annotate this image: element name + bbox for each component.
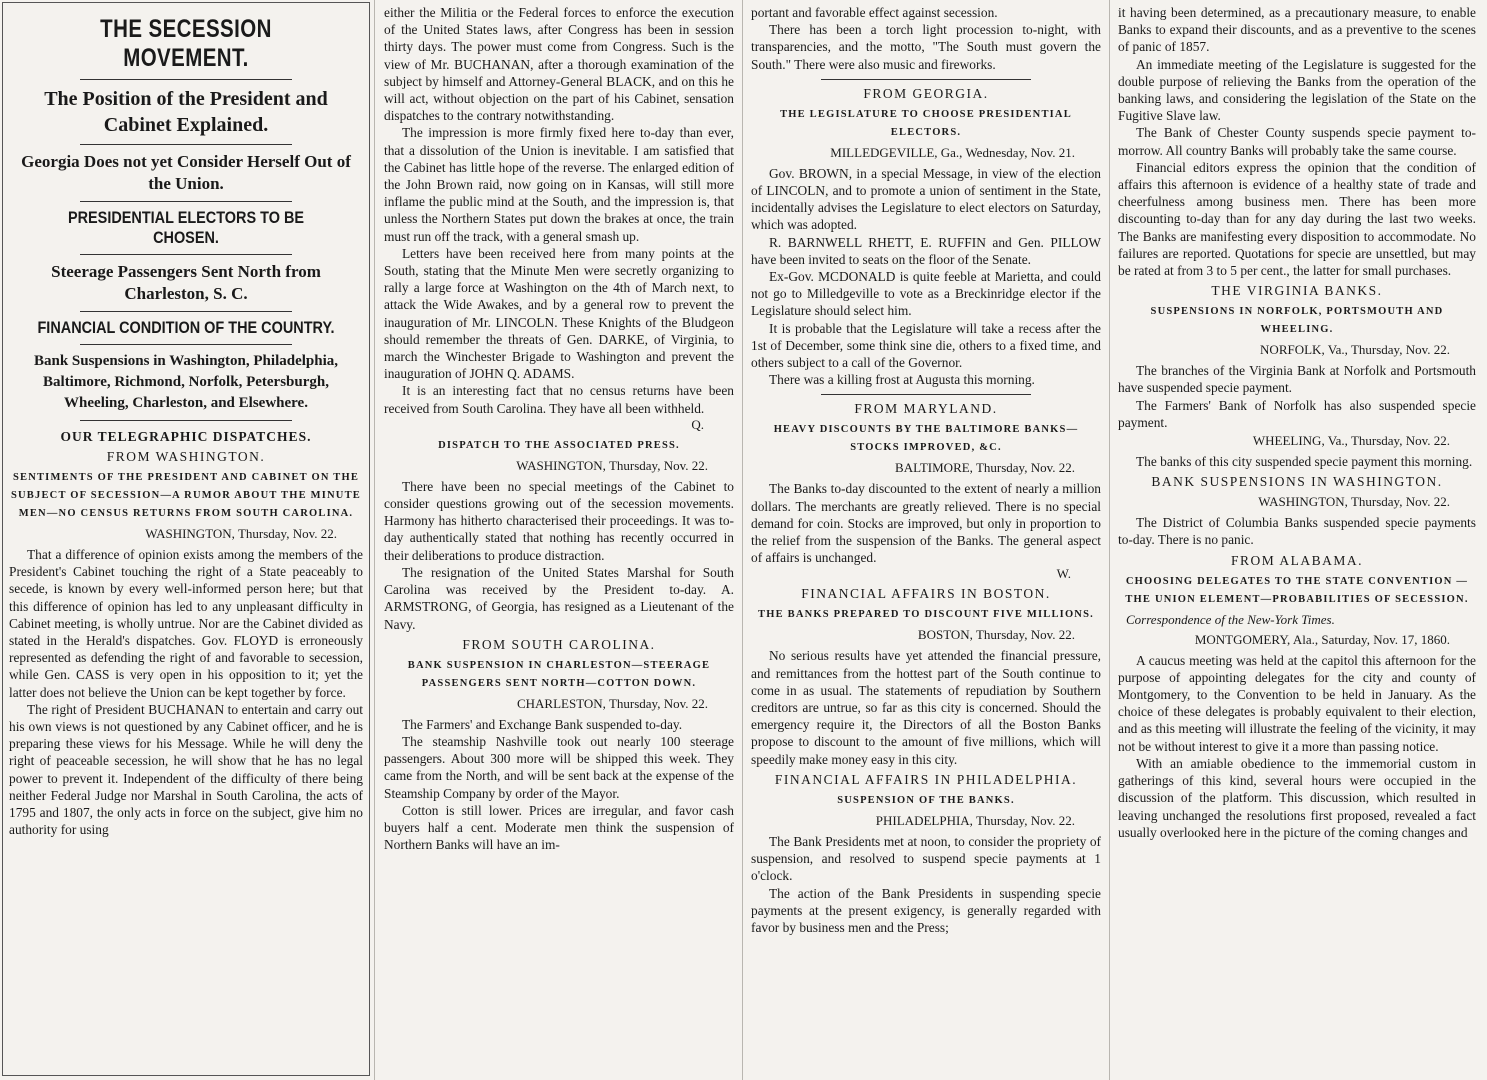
deck-electors: PRESIDENTIAL ELECTORS TO BE CHOSEN.: [67, 208, 305, 247]
column-4: [1112, 0, 1482, 1080]
dispatch-heading: FROM WASHINGTON.: [106, 449, 266, 464]
dateline: MILLEDGEVILLE, Ga., Wednesday, Nov. 21.: [830, 144, 1075, 160]
article-paragraph: R. BARNWELL RHETT, E. RUFFIN and Gen. PILLOW have been invited to seats on the floor of the Senate.: [751, 234, 1101, 267]
article-paragraph: The District of Columbia Banks suspended specie payments to-day. There is no panic.: [1118, 515, 1476, 548]
dispatch-heading: FINANCIAL AFFAIRS IN PHILADELPHIA.: [774, 771, 1078, 787]
article-paragraph: it having been determined, as a precautionary measure, to enable Banks to expand their discounts, and as a preventive to the scenes of panic of 1857.: [1118, 5, 1476, 55]
article-paragraph: With an amiable obedience to the immemorial custom in gatherings of this kind, several hours were occupied in the discussion of the platform. This discussion, which resulted in leaving unchanged the resolutions first proposed, revealed a fact usually overlooked here in the picture of the coming changes and: [1118, 755, 1476, 840]
dateline: WASHINGTON, Thursday, Nov. 22.: [1258, 494, 1450, 510]
divider: [80, 254, 292, 255]
dateline: WASHINGTON, Thursday, Nov. 22.: [516, 457, 708, 473]
column-seam: [742, 0, 743, 1080]
article-paragraph: either the Militia or the Federal forces to enforce the execution of the United States laws, after Congress has been in session thirty days. The power must come from Congress. Such is the view of Mr. BUCHANAN, after a thorough examination of the subject by himself and Attorney-General BLACK, and on this he will act, without objection on the part of his Cabinet, sensation dispatches to the contrary notwithstanding.: [384, 5, 734, 124]
article-paragraph: An immediate meeting of the Legislature is suggested for the double purpose of relieving the Banks from the operation of the banking laws, and considering the legislation of the State on the Fugitive Slave law.: [1118, 56, 1476, 124]
divider: [80, 311, 292, 312]
article-paragraph: That a difference of opinion exists among the members of the President's Cabinet touching the right of a State peaceably to secede, is known by every well-informed person here; but that this difference of opinion has led to any unpleasant difficulty in Cabinet meeting, is wholly untrue. Nor are the Cabinet divided as stated in the Herald's dispatches. Gov. FLOYD is erroneously represented as defending the right of and favorable to secession, while Gen. CASS is very open in his opposition to it; yet the latter does not believe the Union can be kept together by force.: [9, 547, 363, 700]
divider: [80, 420, 292, 421]
dispatch-heading: FROM MARYLAND.: [854, 401, 998, 417]
column-1: [2, 2, 370, 1076]
dateline: CHARLESTON, Thursday, Nov. 22.: [516, 695, 708, 711]
article-paragraph: The steamship Nashville took out nearly 100 steerage passengers. About 300 more will be shipped this week. They came from the North, and will be sent back at the expense of the Steamship Company by order of the Mayor.: [384, 733, 734, 801]
article-paragraph: The Bank of Chester County suspends specie payment to-morrow. All country Banks will probably take the same course.: [1118, 125, 1476, 158]
dispatch-subheading: THE BANKS PREPARED TO DISCOUNT FIVE MILLIONS.: [758, 609, 1094, 621]
dispatch-subheading: BANK SUSPENSION IN CHARLESTON—STEERAGE PASSENGERS SENT NORTH—COTTON DOWN.: [407, 659, 711, 689]
divider: [80, 79, 292, 80]
dateline: MONTGOMERY, Ala., Saturday, Nov. 17, 1860.: [1194, 631, 1450, 647]
article-paragraph: Financial editors express the opinion that the condition of affairs this afternoon is evidence of a healthy state of trade and cheerfulness among business men. There has been more discounting to-day than for any day during the last two weeks. The Banks are manifesting every disposition to accommodate. No failures are reported. Quotations for specie are unsettled, but may be rated at from 3 to 5 per cent., the latter for small purchases.: [1118, 159, 1476, 279]
article-paragraph: There has been a torch light procession to-night, with transparencies, and the motto, "The South must govern the South." There were also music and fireworks.: [751, 22, 1101, 72]
article-paragraph: The Bank Presidents met at noon, to consider the propriety of suspension, and resolved to suspend specie payments at 1 o'clock.: [751, 833, 1101, 884]
dispatch-subheading: CHOOSING DELEGATES TO THE STATE CONVENTION —THE UNION ELEMENT—PROBABILITIES OF SECESSION.: [1125, 575, 1469, 605]
article-paragraph: The Farmers' Bank of Norfolk has also suspended specie payment.: [1118, 397, 1476, 430]
article-paragraph: There was a killing frost at Augusta this morning.: [769, 372, 1035, 388]
dispatch-subheading: SUSPENSION OF THE BANKS.: [837, 794, 1015, 806]
deck-president-cabinet: The Position of the President and Cabinet Explained.: [44, 88, 328, 136]
column-seam: [1109, 0, 1110, 1080]
dateline: BOSTON, Thursday, Nov. 22.: [917, 627, 1075, 643]
dispatch-subheading: DISPATCH TO THE ASSOCIATED PRESS.: [438, 439, 680, 451]
dateline: NORFOLK, Va., Thursday, Nov. 22.: [1260, 342, 1450, 358]
dispatch-heading: FINANCIAL AFFAIRS IN BOSTON.: [801, 586, 1051, 602]
deck-bank-suspensions: Bank Suspensions in Washington, Philadelphia, Baltimore, Richmond, Norfolk, Petersburgh, Wheeling, Charleston, and Elsewhere.: [33, 353, 339, 411]
correspondence-credit-text: Correspondence of the New-York Times.: [1126, 611, 1335, 627]
article-paragraph: portant and favorable effect against secession.: [751, 5, 998, 20]
article-paragraph: No serious results have yet attended the financial pressure, and remittances from the hottest part of the South continue to come in as usual. The statements of repudiation by Southern creditors are untrue, so far as this city is concerned. Should the emergency require it, the Directors of all the Boston Banks propose to discount to the amount of five millions, which will speedily make money easy in this city.: [751, 648, 1101, 767]
article-paragraph: It is an interesting fact that no census returns have been received from South Carolina. They have all been withheld.: [384, 383, 734, 416]
dateline: WHEELING, Va., Thursday, Nov. 22.: [1252, 433, 1450, 449]
article-paragraph: Gov. BROWN, in a special Message, in view of the election of LINCOLN, and to promote a union of sentiment in the State, incidentally advises the Legislature to elect electors on Saturday, which was adopted.: [751, 165, 1101, 233]
main-headline: THE SECESSION MOVEMENT.: [100, 15, 272, 72]
divider: [80, 344, 292, 345]
deck-georgia: Georgia Does not yet Consider Herself Out of the Union.: [21, 152, 351, 193]
dateline: PHILADELPHIA, Thursday, Nov. 22.: [875, 812, 1075, 828]
article-paragraph: The branches of the Virginia Bank at Norfolk and Portsmouth have suspended specie payment.: [1118, 363, 1476, 396]
deck-steerage: Steerage Passengers Sent North from Charleston, S. C.: [51, 262, 321, 303]
correspondence-credit: [1118, 612, 1476, 628]
dispatch-subheading: SENTIMENTS OF THE PRESIDENT AND CABINET ON THE SUBJECT OF SECESSION—A RUMOR ABOUT THE MINUTE MEN—NO CENSUS RETURNS FROM SOUTH CAROLINA.: [10, 472, 361, 519]
dispatch-subheading: HEAVY DISCOUNTS BY THE BALTIMORE BANKS—STOCKS IMPROVED, &C.: [773, 424, 1079, 454]
article-paragraph: It is probable that the Legislature will take a recess after the 1st of December, some think sine die, others to a fixed time, and others subject to a call of the Governor.: [751, 320, 1101, 371]
article-paragraph: A caucus meeting was held at the capitol this afternoon for the purpose of appointing delegates for the city and county of Montgomery, to the Convention to be held in January. As the choice of these delegates is probably equivalent to their election, and as this meeting will illustrate the feeling of the vicinity, it may not be without interest to give it a more than passing notice.: [1118, 652, 1476, 754]
signature: W.: [1056, 566, 1071, 582]
article-paragraph: The Farmers' and Exchange Bank suspended to-day.: [402, 716, 683, 732]
column-3: [745, 0, 1107, 1080]
dispatch-heading: FROM ALABAMA.: [1230, 552, 1364, 568]
dispatch-heading: BANK SUSPENSIONS IN WASHINGTON.: [1151, 474, 1443, 490]
article-paragraph: There have been no special meetings of the Cabinet to consider questions growing out of the secession movements. Harmony has hitherto characterised their proceedings. It was to-day authentically stated that nothing has recently occurred in their deliberations to produce distraction.: [384, 478, 734, 563]
article-paragraph: The Banks to-day discounted to the extent of nearly a million dollars. The merchants are greatly relieved. There is no special demand for coin. Stocks are improved, but only in proportion to the relief from the suspension of the Banks. The general aspect of affairs is unchanged.: [751, 481, 1101, 566]
signature: Q.: [691, 416, 704, 432]
article-paragraph: The right of President BUCHANAN to entertain and carry out his own views is not questioned by any Cabinet officer, and he is preparing these views for his Message. While he will deny the right of peaceable secession, he will show that he has no legal power to prevent it. Independent of the difficulty of there being neither Federal Judge nor Marshal in South Carolina, the acts of 1795 and 1807, the only acts in force on the subject, give him no authority for using: [9, 701, 363, 838]
divider: [80, 201, 292, 202]
article-paragraph: The impression is more firmly fixed here to-day than ever, that a dissolution of the Union is inevitable. I am satisfied that the Cabinet has little hope of the reverse. The enlarged edition of the John Brown raid, now going on in Kansas, will still more inflame the public mind at the South, and the impression is, that unless the Northern States put down the brakes at once, the train must run off the track, with a general smash up.: [384, 125, 734, 244]
divider: [821, 394, 1031, 395]
article-paragraph: The resignation of the United States Marshal for South Carolina was received by the President to-day. A. ARMSTRONG, of Georgia, has resigned as a Lieutenant of the Navy.: [384, 564, 734, 632]
dispatch-subheading: THE LEGISLATURE TO CHOOSE PRESIDENTIAL ELECTORS.: [780, 108, 1072, 138]
dispatch-heading: FROM GEORGIA.: [863, 85, 989, 101]
dateline: WASHINGTON, Thursday, Nov. 22.: [145, 526, 337, 541]
dateline: BALTIMORE, Thursday, Nov. 22.: [895, 460, 1075, 476]
column-2: [378, 0, 740, 1080]
divider: [821, 79, 1031, 80]
divider: [80, 144, 292, 145]
article-paragraph: Cotton is still lower. Prices are irregular, and favor cash buyers half a cent. Moderate men think the suspension of Northern Banks will have an im-: [384, 802, 734, 853]
article-paragraph: Ex-Gov. MCDONALD is quite feeble at Marietta, and could not go to Milledgeville to vote as a Breckinridge elector if the Legislature should select him.: [751, 269, 1101, 319]
dispatch-heading: THE VIRGINIA BANKS.: [1211, 283, 1383, 299]
deck-financial: FINANCIAL CONDITION OF THE COUNTRY.: [37, 318, 335, 337]
article-paragraph: The action of the Bank Presidents in suspending specie payments at the present exigency, is generally regarded with favor by business men and the Press;: [751, 885, 1101, 935]
dispatch-heading: FROM SOUTH CAROLINA.: [462, 636, 656, 652]
article-paragraph: Letters have been received here from many points at the South, stating that the Minute Men were secretly organizing to rally a large force at Washington on the 4th of March next, to attack the Wide Awakes, and by a general row to prevent the inauguration of Mr. LINCOLN. These Knights of the Bludgeon should remember the threats of Gen. DARKE, of Virginia, to march the Winchester Brigade to Washington and prevent the inauguration of JOHN Q. ADAMS.: [384, 245, 734, 382]
section-telegraphic: OUR TELEGRAPHIC DISPATCHES.: [60, 429, 312, 444]
dispatch-subheading: SUSPENSIONS IN NORFOLK, PORTSMOUTH AND WHEELING.: [1150, 306, 1444, 336]
article-paragraph: The banks of this city suspended specie payment this morning.: [1136, 454, 1473, 470]
column-seam: [374, 0, 375, 1080]
